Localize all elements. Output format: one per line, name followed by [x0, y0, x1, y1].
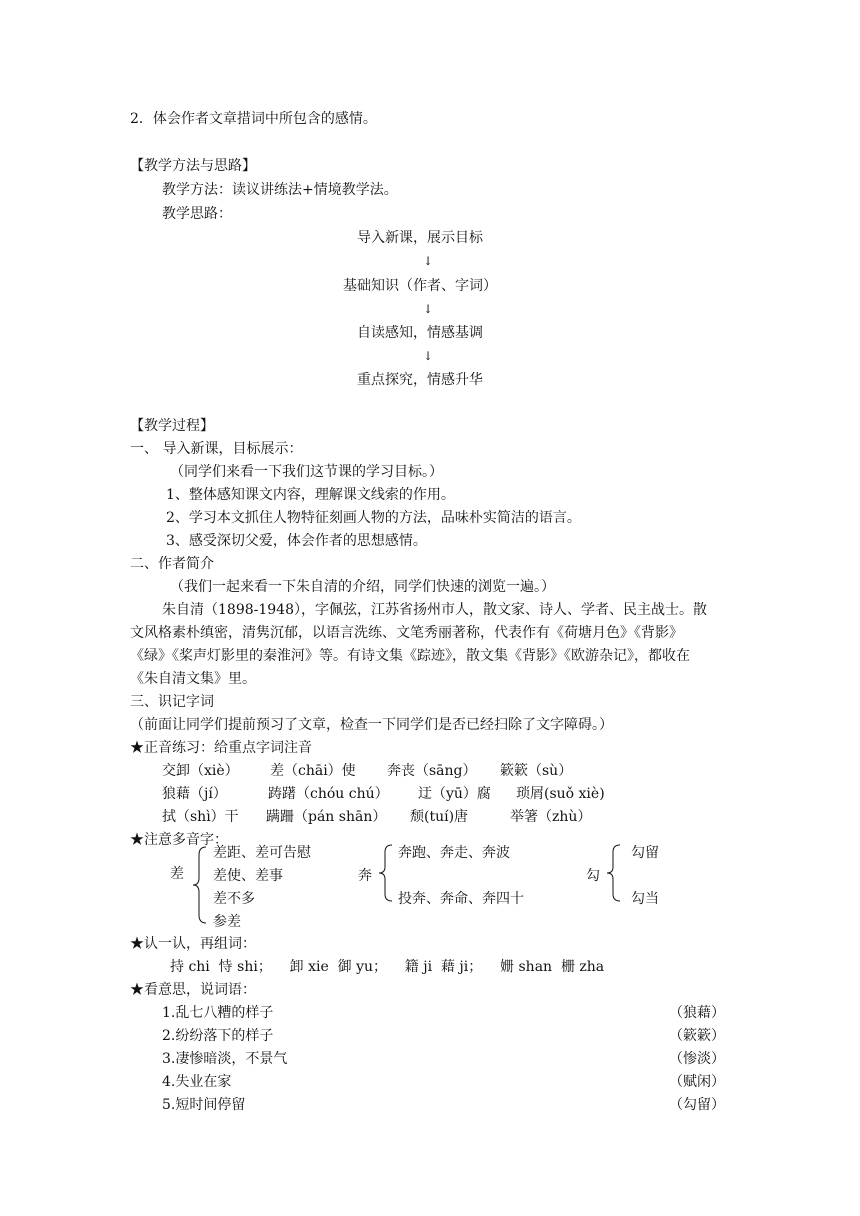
polyphone-title: ★注意多音字： — [130, 832, 228, 848]
pinyin-word: 差（chāi）使 — [270, 763, 356, 779]
process-heading: 【教学过程】 — [130, 418, 214, 434]
brace-icon — [192, 845, 208, 925]
meaning-answer: （簌簌） — [669, 1028, 725, 1044]
polyphone-word: 差不多 — [213, 891, 255, 907]
section-2-note: （我们一起来看一下朱自清的介绍，同学们快速的浏览一遍。） — [170, 579, 555, 595]
objective-2: 2．体会作者文章措词中所包含的感情。 — [130, 111, 377, 127]
pinyin-word: 蹒跚（pán shān） — [266, 809, 387, 825]
polyphone-char: 奔 — [358, 868, 372, 884]
goal-item: 2、学习本文抓住人物特征刻画人物的方法，品味朴实简洁的语言。 — [166, 510, 581, 526]
author-para-line: 朱自清（1898-1948），字佩弦，江苏省扬州市人，散文家、诗人、学者、民主战士。散 — [162, 602, 707, 618]
polyphone-word: 勾当 — [631, 891, 659, 907]
pinyin-word: 迂（yū）腐 — [418, 786, 491, 802]
pinyin-word: 拭（shì）干 — [162, 809, 239, 825]
polyphone-word: 奔跑、奔走、奔波 — [398, 845, 510, 861]
thought-label: 教学思路： — [162, 206, 232, 222]
author-para-line: 《朱自清文集》里。 — [130, 671, 256, 687]
pinyin-word: 举箸（zhù） — [510, 809, 592, 825]
author-para-line: 《绿》《桨声灯影里的秦淮河》等。有诗文集《踪迹》，散文集《背影》《欧游杂记》，都收在 — [130, 648, 690, 664]
method-line: 教学方法：读议讲练法+情境教学法。 — [162, 182, 398, 198]
goal-item: 1、整体感知课文内容，理解课文线索的作用。 — [166, 487, 455, 503]
polyphone-word: 差距、差可告慰 — [213, 845, 311, 861]
polyphone-char: 差 — [170, 866, 184, 882]
flow-step-1: 导入新课，展示目标 — [357, 230, 483, 246]
flow-arrow-icon: ↓ — [423, 254, 434, 268]
meaning-answer: （惨淡） — [669, 1051, 725, 1067]
section-2-title: 二、作者简介 — [130, 556, 214, 572]
meaning-answer: （狼藉） — [669, 1005, 725, 1021]
section-3-title: 三、识记字词 — [130, 694, 214, 710]
pinyin-word: 奔丧（sāng） — [387, 763, 477, 779]
goal-item: 3、感受深切父爱，体会作者的思想感情。 — [166, 533, 427, 549]
flow-arrow-icon: ↓ — [423, 349, 434, 363]
method-heading: 【教学方法与思路】 — [130, 158, 256, 174]
meaning-question: 5.短时间停留 — [162, 1097, 246, 1113]
flow-step-3: 自读感知，情感基调 — [357, 325, 483, 341]
meaning-question: 1.乱七八糟的样子 — [162, 1005, 274, 1021]
polyphone-char: 勾 — [586, 868, 600, 884]
brace-icon — [378, 843, 394, 903]
pinyin-word: 颓(tuí)唐 — [410, 809, 469, 825]
pinyin-word: 琐屑(suǒ xiè) — [516, 786, 605, 802]
meaning-question: 4.失业在家 — [162, 1074, 232, 1090]
meaning-answer: （赋闲） — [669, 1074, 725, 1090]
flow-arrow-icon: ↓ — [423, 302, 434, 316]
brace-icon — [606, 843, 622, 903]
polyphone-word: 投奔、奔命、奔四十 — [398, 891, 524, 907]
meaning-answer: （勾留） — [669, 1097, 725, 1113]
flow-step-2: 基础知识（作者、字词） — [343, 278, 497, 294]
recognize-line: 持 chi 恃 shi； 卸 xie 御 yu； 籍 ji 藉 ji； 姗 shan 栅 zha — [170, 959, 605, 975]
pinyin-title: ★正音练习：给重点字词注音 — [130, 740, 312, 756]
pinyin-word: 狼藉（jí） — [162, 786, 227, 802]
pinyin-word: 踌躇（chóu chú） — [268, 786, 389, 802]
meaning-question: 3.凄惨暗淡，不景气 — [162, 1051, 288, 1067]
pinyin-word: 簌簌（sù） — [500, 763, 573, 779]
flow-step-4: 重点探究，情感升华 — [357, 372, 483, 388]
polyphone-word: 勾留 — [631, 845, 659, 861]
meaning-question: 2.纷纷落下的样子 — [162, 1028, 274, 1044]
section-1-title: 一、 导入新课，目标展示： — [130, 441, 303, 457]
pinyin-word: 交卸（xiè） — [162, 763, 239, 779]
recognize-title: ★认一认，再组词： — [130, 936, 256, 952]
section-1-note: （同学们来看一下我们这节课的学习目标。） — [170, 464, 443, 480]
polyphone-word: 差使、差事 — [213, 868, 283, 884]
polyphone-word: 参差 — [213, 914, 241, 930]
author-para-line: 文风格素朴缜密，清隽沉郁，以语言洗练、文笔秀丽著称，代表作有《荷塘月色》《背影》 — [130, 625, 683, 641]
section-3-note: （前面让同学们提前预习了文章，检查一下同学们是否已经扫除了文字障碍。） — [130, 717, 613, 733]
meaning-title: ★看意思，说词语： — [130, 982, 256, 998]
